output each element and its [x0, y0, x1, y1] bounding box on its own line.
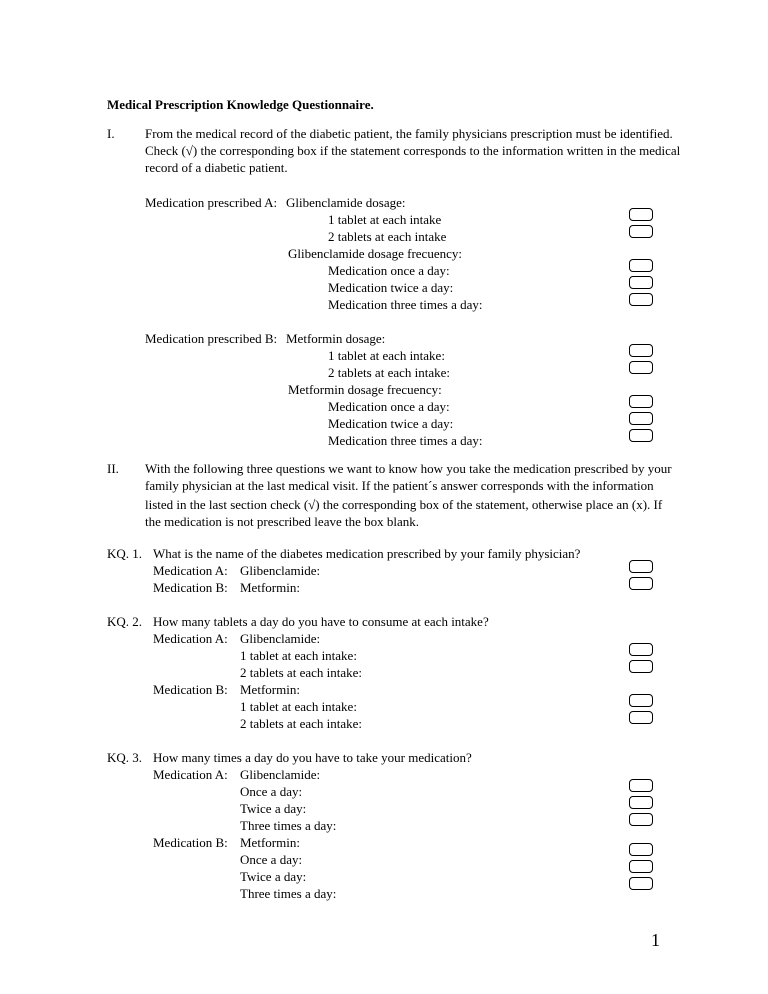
kq1-number: KQ. 1.: [107, 546, 143, 561]
checkbox-med-b-dose-1[interactable]: [629, 344, 653, 357]
kq2-med-b-value: Metformin:: [240, 682, 300, 697]
kq2-med-a-value: Glibenclamide:: [240, 631, 321, 646]
med-a-dosage-header: Glibenclamide dosage:: [286, 195, 406, 210]
kq2-med-b-opt-2: 2 tablets at each intake:: [240, 716, 363, 731]
checkbox-med-b-freq-2[interactable]: [629, 412, 653, 425]
checkbox-med-a-freq-3[interactable]: [629, 293, 653, 306]
checkbox-kq2-med-a-opt-2[interactable]: [629, 660, 653, 673]
section-1-line-3: record of a diabetic patient.: [145, 160, 288, 175]
kq2-question: How many tablets a day do you have to consume at each intake?: [153, 614, 489, 629]
checkbox-kq2-med-a-opt-1[interactable]: [629, 643, 653, 656]
section-1-line-1: From the medical record of the diabetic patient, the family physicians prescription must be identified.: [145, 126, 673, 141]
kq3-med-a-opt-1: Once a day:: [240, 784, 303, 799]
kq1-med-b-label: Medication B:: [153, 580, 228, 595]
section-2-line-2: family physician at the last medical visit. If the patient´s answer corresponds with the information: [145, 478, 654, 493]
checkbox-kq3-med-a-opt-1[interactable]: [629, 779, 653, 792]
section-2-line-4: the medication is not prescribed leave the box blank.: [145, 514, 419, 529]
section-2-numeral: II.: [107, 461, 119, 476]
section-1-line-2: Check (√) the corresponding box if the statement corresponds to the information written in the medical: [145, 143, 681, 158]
section-2-line-3: listed in the last section check (√) the corresponding box of the statement, otherwise place an (x). If: [145, 497, 663, 512]
page-number: 1: [651, 930, 660, 950]
med-a-freq-3: Medication three times a day:: [328, 297, 483, 312]
checkbox-kq3-med-b-opt-2[interactable]: [629, 860, 653, 873]
checkbox-med-b-dose-2[interactable]: [629, 361, 653, 374]
kq3-med-b-label: Medication B:: [153, 835, 228, 850]
checkbox-med-a-freq-2[interactable]: [629, 276, 653, 289]
checkbox-kq2-med-b-opt-2[interactable]: [629, 711, 653, 724]
page-title: Medical Prescription Knowledge Questionnaire.: [107, 97, 374, 112]
med-b-freq-1: Medication once a day:: [328, 399, 450, 414]
med-b-dosage-header: Metformin dosage:: [286, 331, 386, 346]
checkbox-kq3-med-b-opt-3[interactable]: [629, 877, 653, 890]
kq3-question: How many times a day do you have to take your medication?: [153, 750, 472, 765]
med-a-freq-header: Glibenclamide dosage frecuency:: [288, 246, 462, 261]
med-b-dose-2: 2 tablets at each intake:: [328, 365, 451, 380]
checkbox-kq1-med-a[interactable]: [629, 560, 653, 573]
kq1-med-b-value: Metformin:: [240, 580, 300, 595]
kq2-med-b-opt-1: 1 tablet at each intake:: [240, 699, 357, 714]
checkbox-kq2-med-b-opt-1[interactable]: [629, 694, 653, 707]
section-2-line-1: With the following three questions we want to know how you take the medication prescribed by your: [145, 461, 672, 476]
kq1-med-a-label: Medication A:: [153, 563, 228, 578]
med-b-label: Medication prescribed B:: [145, 331, 278, 346]
checkbox-med-a-dose-1[interactable]: [629, 208, 653, 221]
med-a-freq-2: Medication twice a day:: [328, 280, 454, 295]
kq3-med-b-value: Metformin:: [240, 835, 300, 850]
kq2-med-a-opt-1: 1 tablet at each intake:: [240, 648, 357, 663]
checkbox-med-b-freq-3[interactable]: [629, 429, 653, 442]
kq2-med-a-label: Medication A:: [153, 631, 228, 646]
checkbox-med-a-dose-2[interactable]: [629, 225, 653, 238]
section-1-numeral: I.: [107, 126, 115, 141]
med-b-dose-1: 1 tablet at each intake:: [328, 348, 445, 363]
med-b-freq-2: Medication twice a day:: [328, 416, 454, 431]
med-a-label: Medication prescribed A:: [145, 195, 278, 210]
checkbox-kq3-med-a-opt-3[interactable]: [629, 813, 653, 826]
kq3-med-a-value: Glibenclamide:: [240, 767, 321, 782]
kq3-med-a-label: Medication A:: [153, 767, 228, 782]
checkbox-med-b-freq-1[interactable]: [629, 395, 653, 408]
checkbox-med-a-freq-1[interactable]: [629, 259, 653, 272]
med-a-dose-1: 1 tablet at each intake: [328, 212, 442, 227]
kq1-question: What is the name of the diabetes medication prescribed by your family physician?: [153, 546, 581, 561]
kq3-number: KQ. 3.: [107, 750, 143, 765]
med-a-freq-1: Medication once a day:: [328, 263, 450, 278]
kq3-med-a-opt-2: Twice a day:: [240, 801, 307, 816]
med-b-freq-3: Medication three times a day:: [328, 433, 483, 448]
kq3-med-b-opt-1: Once a day:: [240, 852, 303, 867]
kq3-med-b-opt-3: Three times a day:: [240, 886, 337, 901]
kq2-med-b-label: Medication B:: [153, 682, 228, 697]
checkbox-kq3-med-b-opt-1[interactable]: [629, 843, 653, 856]
checkbox-kq1-med-b[interactable]: [629, 577, 653, 590]
kq3-med-a-opt-3: Three times a day:: [240, 818, 337, 833]
kq3-med-b-opt-2: Twice a day:: [240, 869, 307, 884]
checkbox-kq3-med-a-opt-2[interactable]: [629, 796, 653, 809]
kq2-number: KQ. 2.: [107, 614, 143, 629]
med-a-dose-2: 2 tablets at each intake: [328, 229, 447, 244]
med-b-freq-header: Metformin dosage frecuency:: [288, 382, 442, 397]
kq1-med-a-value: Glibenclamide:: [240, 563, 321, 578]
kq2-med-a-opt-2: 2 tablets at each intake:: [240, 665, 363, 680]
